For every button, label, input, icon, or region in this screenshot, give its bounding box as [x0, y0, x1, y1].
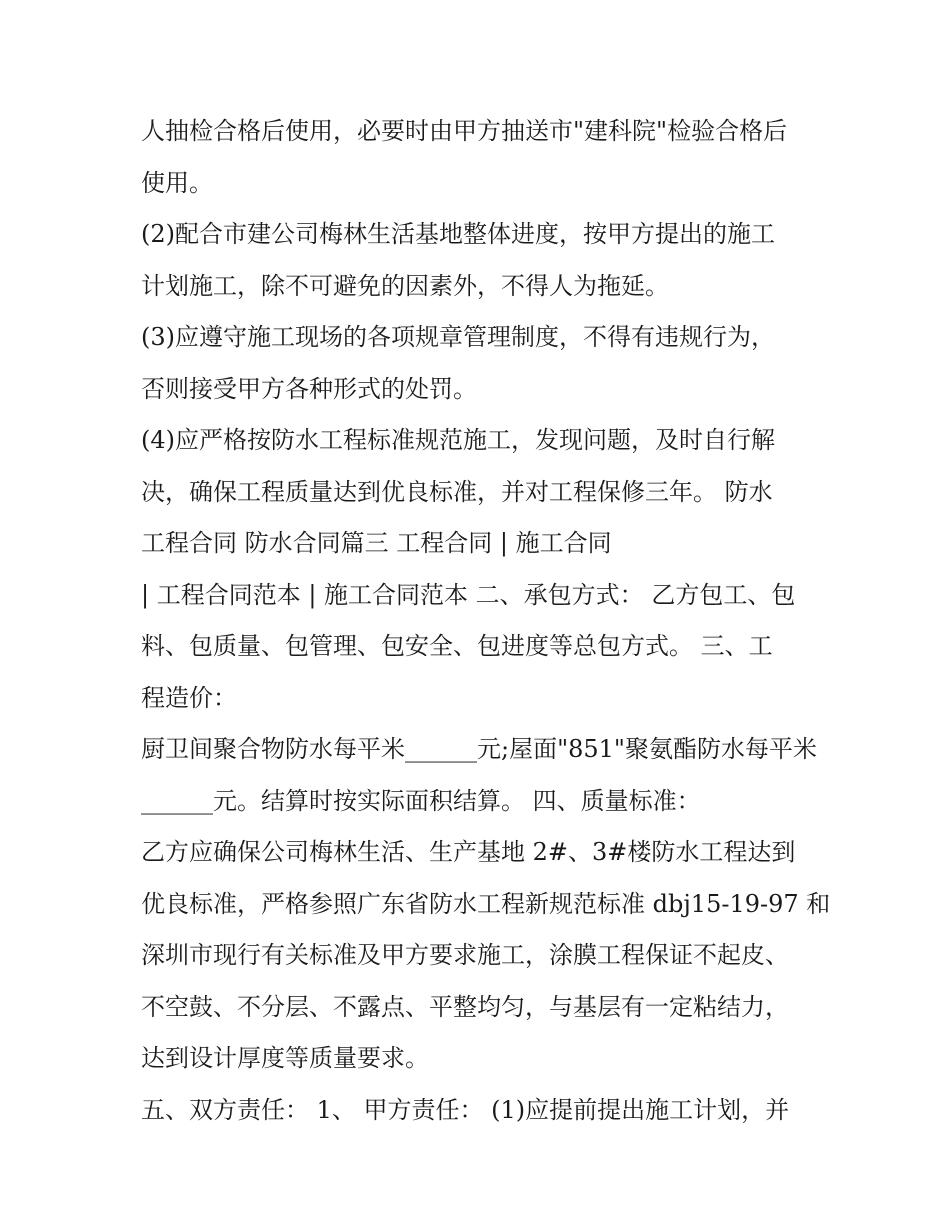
text-line: 程造价： [141, 683, 237, 712]
text-line: 乙方应确保公司梅林生活、生产基地 2#、3#楼防水工程达到 [141, 838, 796, 866]
text-line: 使用。 [141, 168, 213, 197]
text-line: 计划施工，除不可避免的因素外，不得人为拖延。 [141, 271, 669, 300]
text-line: 优良标准，严格参照广东省防水工程新规范标准 dbj15-19-97 和 [141, 889, 831, 918]
text-line: 厨卫间聚合物防水每平米______元;屋面"851"聚氨酯防水每平米 [141, 735, 817, 763]
text-line: 工程合同 防水合同篇三 工程合同 | 施工合同 [141, 529, 612, 557]
text-line: 决，确保工程质量达到优良标准，并对工程保修三年。 防水 [141, 477, 773, 506]
text-line: 达到设计厚度等质量要求。 [141, 1044, 429, 1072]
text-line: 料、包质量、包管理、包安全、包进度等总包方式。 三、工 [141, 632, 773, 660]
text-line: 不空鼓、不分层、不露点、平整均匀，与基层有一定粘结力， [141, 992, 789, 1021]
text-line: (3)应遵守施工现场的各项规章管理制度，不得有违规行为， [141, 323, 775, 351]
document-body [141, 106, 831, 1136]
text-line: 否则接受甲方各种形式的处罚。 [141, 374, 477, 403]
text-line: (4)应严格按防水工程标准规范施工，发现问题，及时自行解 [141, 426, 775, 454]
text-line: 五、双方责任： 1、 甲方责任： (1)应提前提出施工计划，并 [141, 1095, 790, 1124]
text-line: 深圳市现行有关标准及甲方要求施工，涂膜工程保证不起皮、 [141, 941, 789, 969]
text-line: 人抽检合格后使用，必要时由甲方抽送市"建科院"检验合格后 [141, 117, 788, 145]
text-line: (2)配合市建公司梅林生活基地整体进度，按甲方提出的施工 [141, 220, 775, 248]
text-line: ______元。结算时按实际面积结算。 四、质量标准： [141, 786, 701, 815]
text-line: | 工程合同范本 | 施工合同范本 二、承包方式： 乙方包工、包 [141, 580, 796, 609]
